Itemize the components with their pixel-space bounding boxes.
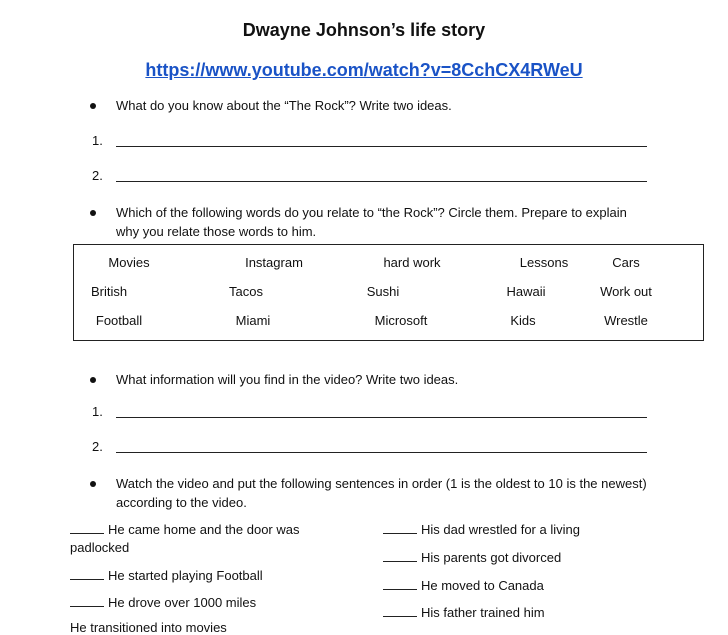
page-title: Dwayne Johnson’s life story (242, 20, 486, 40)
bullet-icon (90, 103, 96, 109)
order-item-left-1-cont (70, 538, 129, 557)
write-line (116, 417, 647, 418)
order-item-cut-off: He transitioned into movies (70, 620, 227, 635)
answer-line-3-2[interactable] (92, 439, 647, 459)
word-lessons[interactable]: Lessons (519, 255, 569, 270)
bullet-icon (90, 481, 96, 487)
write-line (116, 181, 647, 182)
word-british[interactable]: British (90, 284, 128, 299)
answer-line-1-1[interactable] (92, 133, 647, 153)
word-hard-work[interactable]: hard work (383, 255, 441, 270)
word-wrestle[interactable]: Wrestle (604, 313, 648, 328)
order-item-right-4[interactable] (383, 603, 545, 622)
question-4-text: Watch the video and put the following sentences in order (1 is the oldest to 10 is the newest) according to the video. (116, 476, 647, 510)
word-cars[interactable]: Cars (612, 255, 640, 270)
word-work-out[interactable]: Work out (600, 284, 652, 299)
order-blank[interactable] (70, 567, 104, 580)
answer-line-1-2[interactable] (92, 168, 647, 188)
line-number: 1. (92, 133, 103, 148)
word-kids[interactable]: Kids (510, 313, 536, 328)
word-movies[interactable]: Movies (108, 255, 150, 270)
order-item-left-2[interactable] (70, 566, 263, 585)
word-sushi[interactable]: Sushi (366, 284, 400, 299)
order-item-right-3[interactable] (383, 576, 544, 595)
bullet-icon (90, 377, 96, 383)
write-line (116, 146, 647, 147)
question-3 (90, 370, 650, 389)
answer-line-3-1[interactable] (92, 404, 647, 424)
order-blank[interactable] (70, 521, 104, 534)
word-box (73, 244, 704, 341)
order-text: He started playing Football (108, 568, 263, 583)
word-hawaii[interactable]: Hawaii (506, 284, 546, 299)
order-text: His dad wrestled for a living (421, 522, 580, 537)
order-blank[interactable] (383, 521, 417, 534)
word-miami[interactable]: Miami (235, 313, 271, 328)
word-instagram[interactable]: Instagram (245, 255, 303, 270)
question-3-text: What information will you find in the video? Write two ideas. (116, 372, 459, 387)
question-2 (90, 203, 650, 241)
word-microsoft[interactable]: Microsoft (374, 313, 428, 328)
write-line (116, 452, 647, 453)
order-text: He moved to Canada (421, 578, 544, 593)
order-blank[interactable] (383, 604, 417, 617)
order-item-left-1[interactable] (70, 520, 300, 539)
order-item-right-1[interactable] (383, 520, 580, 539)
order-text: His parents got divorced (421, 550, 562, 565)
order-text: He came home and the door was (108, 522, 300, 537)
question-1-text: What do you know about the “The Rock”? Write two ideas. (116, 98, 452, 113)
question-1 (90, 96, 650, 115)
order-item-right-2[interactable] (383, 548, 561, 567)
order-blank[interactable] (383, 577, 417, 590)
line-number: 1. (92, 404, 103, 419)
question-2-text: Which of the following words do you relate to “the Rock”? Circle them. Prepare to explain why you relate those words to him. (116, 205, 627, 239)
word-football[interactable]: Football (95, 313, 143, 328)
video-link[interactable]: https://www.youtube.com/watch?v=8CchCX4RWeU (145, 60, 583, 80)
order-item-left-3[interactable] (70, 593, 256, 612)
order-text: padlocked (70, 540, 130, 555)
order-text: He drove over 1000 miles (108, 595, 257, 610)
line-number: 2. (92, 168, 103, 183)
order-blank[interactable] (70, 594, 104, 607)
order-text: His father trained him (421, 605, 545, 620)
order-blank[interactable] (383, 549, 417, 562)
question-4 (90, 474, 650, 512)
bullet-icon (90, 210, 96, 216)
word-tacos[interactable]: Tacos (229, 284, 263, 299)
line-number: 2. (92, 439, 103, 454)
